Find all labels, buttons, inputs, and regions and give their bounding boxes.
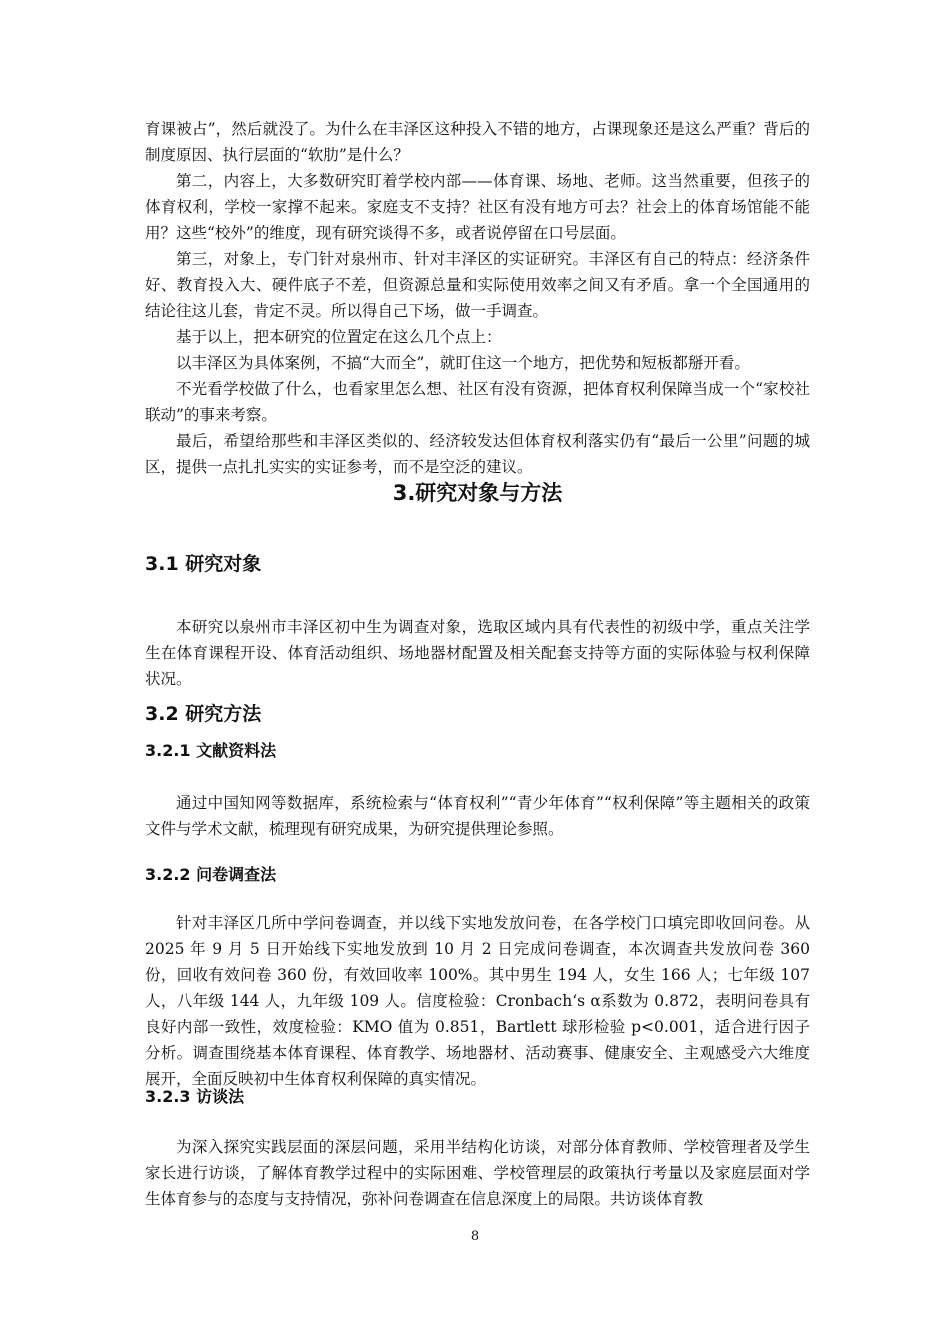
section-3-1-title: 3.1 研究对象 [145,553,262,575]
section-3-title: 3.研究对象与方法 [392,481,563,505]
paragraph-continuation: 育课被占”，然后就没了。为什么在丰泽区这种投入不错的地方，占课现象还是这么严重？背后的制度原因、执行层面的“软肋”是什么？ [145,120,810,164]
paragraph-linkage: 不光看学校做了什么，也看家里怎么想、社区有没有资源，把体育权利保障当成一个“家校社联动”的事来考察。 [145,380,810,424]
paragraph-basis: 基于以上，把本研究的位置定在这么几个点上： [176,328,502,346]
section-3-2-1-title: 3.2.1 文献资料法 [145,741,277,760]
paragraph-second-point: 第二，内容上，大多数研究盯着学校内部——体育课、场地、老师。这当然重要，但孩子的体育权利，学校一家撑不起来。家庭支不支持？社区有没有地方可去？社会上的体育场馆能不能用？这些“校外”的维度，现有研究谈得不多，或者说停留在口号层面。 [145,172,810,242]
paragraph-case: 以丰泽区为具体案例，不搞“大而全”，就盯住这一个地方，把优势和短板都掰开看。 [176,354,750,372]
paragraph-third-point: 第三，对象上，专门针对泉州市、针对丰泽区的实证研究。丰泽区有自己的特点：经济条件好、教育投入大、硬件底子不差，但资源总量和实际使用效率之间又有矛盾。拿一个全国通用的结论往这儿套，肯定不灵。所以得自己下场，做一手调查。 [145,250,810,320]
section-3-2-title: 3.2 研究方法 [145,703,262,725]
paragraph-finally: 最后，希望给那些和丰泽区类似的、经济较发达但体育权利落实仍有“最后一公里”问题的城区，提供一点扎扎实实的实证参考，而不是空泛的建议。 [145,432,810,476]
section-3-2-2-body: 针对丰泽区几所中学问卷调查，并以线下实地发放问卷，在各学校门口填完即收回问卷。从 2025 年 9 月 5 日开始线下实地发放到 10 月 2 日完成问卷调查，本次调查共发放问卷 360 份，回收有效问卷 360 份，有效回收率 100%。其中男生 194 人，女生 166 人；七年级 107 人，八年级 144 人，九年级 109 人。信度检验：Cronbach‘s α系数为 0.872，表明问卷具有良好内部一致性，效度检验：KMO 值为 0.851，Bartlett 球形检验 p<0.001，适合进行因子分析。调查围绕基本体育课程、体育教学、场地器材、活动赛事、健康安全、主观感受六大维度展开，全面反映初中生体育权利保障的真实情况。 [145,914,810,1088]
section-3-2-2-title: 3.2.2 问卷调查法 [145,865,277,884]
section-3-1-body: 本研究以泉州市丰泽区初中生为调查对象，选取区域内具有代表性的初级中学，重点关注学生在体育课程开设、体育活动组织、场地器材配置及相关配套支持等方面的实际体验与权利保障状况。 [145,618,810,688]
section-3-2-3-body: 为深入探究实践层面的深层问题，采用半结构化访谈，对部分体育教师、学校管理者及学生家长进行访谈，了解体育教学过程中的实际困难、学校管理层的政策执行考量以及家庭层面对学生体育参与的态度与支持情况，弥补问卷调查在信息深度上的局限。共访谈体育教 [145,1138,810,1208]
section-3-2-3-title: 3.2.3 访谈法 [145,1087,245,1106]
section-3-2-1-body: 通过中国知网等数据库，系统检索与“体育权利”“青少年体育”“权利保障”等主题相关的政策文件与学术文献，梳理现有研究成果，为研究提供理论参照。 [145,794,810,838]
page-number: 8 [470,1229,480,1244]
